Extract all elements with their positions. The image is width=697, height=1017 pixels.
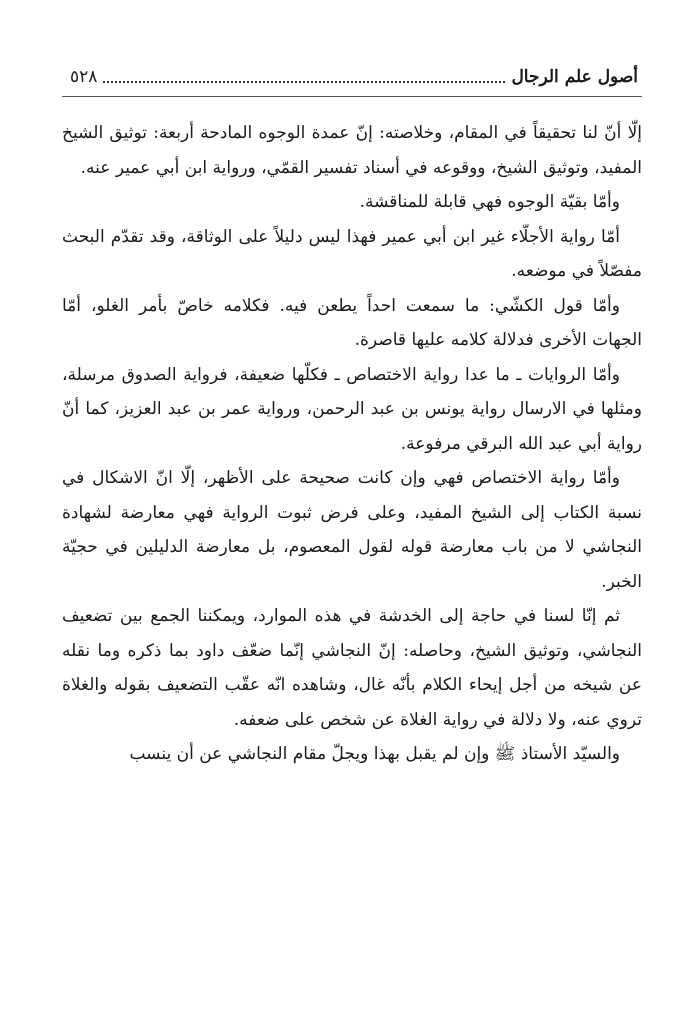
- paragraph-1: إلّا أنّ لنا تحقيقاً في المقام، وخلاصته: إنّ عمدة الوجوه المادحة أربعة: توثيق الشيخ المفيد، وتوثيق الشيخ، ووقوعه في أسناد تفسير القمّي، ورواية ابن أبي عمير عنه.: [62, 123, 642, 178]
- body-text: [62, 116, 642, 772]
- running-title: أصول علم الرجال: [511, 67, 638, 87]
- dotted-leader: [103, 81, 505, 83]
- header-rule: [62, 96, 642, 97]
- paragraph-8: والسيّد الأستاذ ﷺ وإن لم يقبل بهذا ويجلّ مقام النجاشي عن أن ينسب: [129, 744, 620, 764]
- paragraph-2: وأمّا بقيّة الوجوه فهي قابلة للمناقشة.: [359, 192, 620, 212]
- paragraph-7: ثم إنّا لسنا في حاجة إلى الخدشة في هذه الموارد، ويمكننا الجمع بين تضعيف النجاشي، وتوثيق الشيخ، وحاصله: إنّ النجاشي إنّما ضعّف داود بما ذكره وما نقله عن شيخه من أجل إيحاء الكلام بأنّه غال، وشاهده انّه عقّب التضعيف بقوله والغلاة تروي عنه، ولا دلالة في رواية الغلاة عن شخص على ضعفه.: [62, 606, 642, 730]
- paragraph-4: وأمّا قول الكشّي: ما سمعت احداً يطعن فيه. فكلامه خاصّ بأمر الغلو، أمّا الجهات الأخرى فدلالة كلامه عليها قاصرة.: [62, 295, 642, 350]
- paragraph-6: وأمّا رواية الاختصاص فهي وإن كانت صحيحة على الأظهر، إلّا انّ الاشكال في نسبة الكتاب إلى الشيخ المفيد، وعلى فرض ثبوت الرواية فهي معارضة لشهادة النجاشي لا من باب معارضة قوله لقول المعصوم، بل معارضة الدليلين في حجيّة الخبر.: [62, 468, 642, 592]
- page-number: ٥٢٨: [70, 67, 98, 87]
- paragraph-3: أمّا رواية الأجلّاء غير ابن أبي عمير فهذا ليس دليلاً على الوثاقة، وقد تقدّم البحث مفصّلاً في موضعه.: [62, 226, 642, 281]
- paragraph-5: وأمّا الروايات ـ ما عدا رواية الاختصاص ـ فكلّها ضعيفة، فرواية الصدوق مرسلة، ومثلها في الارسال رواية يونس بن عبد الرحمن، ورواية عمر بن عبد العزيز، كما أنّ رواية أبي عبد الله البرقي مرفوعة.: [62, 364, 642, 454]
- page-header: [62, 62, 642, 92]
